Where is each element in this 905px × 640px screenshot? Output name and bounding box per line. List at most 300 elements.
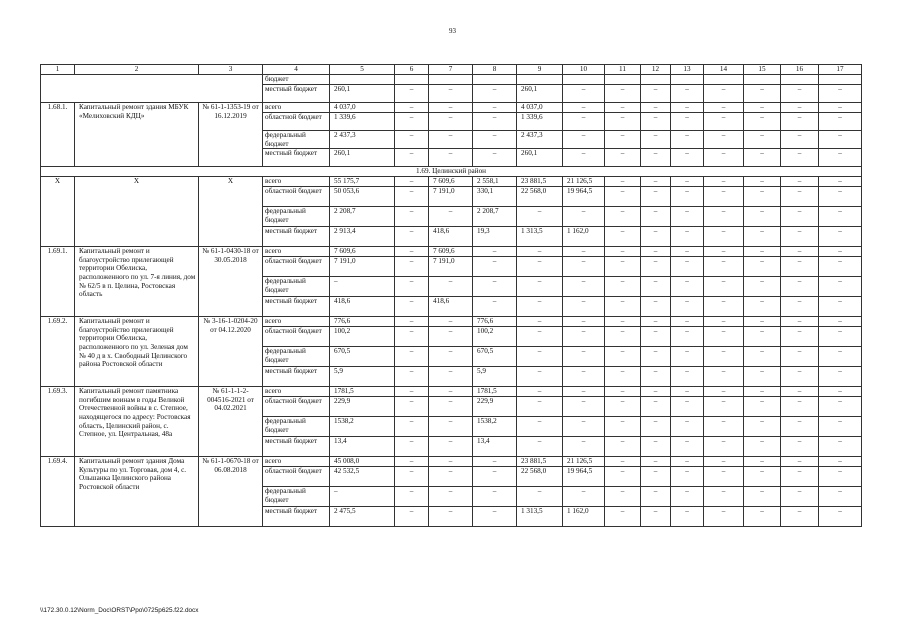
column-number: 5: [330, 65, 395, 75]
amount-cell: –: [781, 131, 819, 149]
empty-cell: [819, 75, 862, 85]
amount-cell: –: [330, 277, 395, 297]
amount-cell: –: [563, 277, 605, 297]
amount-cell: –: [429, 437, 473, 457]
amount-cell: –: [819, 347, 862, 367]
budget-type: бюджет: [263, 75, 330, 85]
amount-cell: 22 568,0: [517, 467, 563, 487]
amount-cell: 1781,5: [473, 387, 517, 397]
amount-cell: 19 964,5: [563, 467, 605, 487]
amount-cell: –: [605, 467, 641, 487]
amount-cell: –: [395, 277, 429, 297]
column-number: 4: [263, 65, 330, 75]
amount-cell: 4 037,0: [330, 103, 395, 113]
amount-cell: –: [671, 207, 704, 227]
budget-type: местный бюджет: [263, 367, 330, 387]
amount-cell: –: [563, 317, 605, 327]
amount-cell: –: [473, 277, 517, 297]
amount-cell: –: [395, 207, 429, 227]
amount-cell: –: [671, 177, 704, 187]
amount-cell: –: [781, 297, 819, 317]
amount-cell: 229,9: [330, 397, 395, 417]
amount-cell: –: [605, 417, 641, 437]
amount-cell: –: [517, 387, 563, 397]
column-number: 17: [819, 65, 862, 75]
empty-cell: [429, 75, 473, 85]
amount-cell: 21 126,5: [563, 177, 605, 187]
amount-cell: –: [429, 467, 473, 487]
table-row: [41, 247, 862, 257]
amount-cell: –: [704, 437, 744, 457]
amount-cell: –: [395, 467, 429, 487]
amount-cell: –: [704, 277, 744, 297]
column-number: 7: [429, 65, 473, 75]
amount-cell: –: [819, 397, 862, 417]
amount-cell: –: [671, 103, 704, 113]
amount-cell: –: [517, 487, 563, 507]
amount-cell: –: [641, 247, 671, 257]
amount-cell: –: [819, 85, 862, 103]
amount-cell: 2 558,1: [473, 177, 517, 187]
amount-cell: –: [819, 367, 862, 387]
amount-cell: –: [819, 467, 862, 487]
amount-cell: –: [671, 367, 704, 387]
document-ref: Х: [199, 177, 263, 247]
amount-cell: –: [781, 327, 819, 347]
amount-cell: –: [395, 177, 429, 187]
amount-cell: –: [671, 467, 704, 487]
amount-cell: 260,1: [330, 85, 395, 103]
amount-cell: –: [517, 277, 563, 297]
amount-cell: –: [704, 247, 744, 257]
column-number: 6: [395, 65, 429, 75]
amount-cell: 2 208,7: [473, 207, 517, 227]
amount-cell: 776,6: [330, 317, 395, 327]
amount-cell: –: [704, 417, 744, 437]
amount-cell: –: [781, 247, 819, 257]
amount-cell: –: [429, 277, 473, 297]
amount-cell: –: [473, 131, 517, 149]
amount-cell: 5,9: [473, 367, 517, 387]
object-name: Капитальный ремонт памятника погибшим воинам в годы Великой Отечественной войны в с. Степное, находящегося по адресу: Ростовская область, Целинский район, с. Степное, ул. Центральная, 48а: [75, 387, 199, 457]
amount-cell: –: [781, 85, 819, 103]
amount-cell: –: [704, 347, 744, 367]
amount-cell: –: [605, 177, 641, 187]
amount-cell: –: [744, 187, 781, 207]
empty-cell: [517, 75, 563, 85]
amount-cell: 418,6: [429, 297, 473, 317]
amount-cell: –: [641, 367, 671, 387]
budget-type: местный бюджет: [263, 85, 330, 103]
amount-cell: –: [395, 113, 429, 131]
amount-cell: –: [744, 387, 781, 397]
amount-cell: 1 313,5: [517, 507, 563, 527]
budget-type: местный бюджет: [263, 297, 330, 317]
amount-cell: 1538,2: [330, 417, 395, 437]
budget-type: всего: [263, 317, 330, 327]
amount-cell: –: [429, 347, 473, 367]
budget-type: всего: [263, 247, 330, 257]
amount-cell: –: [605, 113, 641, 131]
amount-cell: 22 568,0: [517, 187, 563, 207]
amount-cell: –: [473, 297, 517, 317]
amount-cell: –: [395, 417, 429, 437]
amount-cell: –: [641, 437, 671, 457]
amount-cell: –: [473, 149, 517, 167]
amount-cell: –: [641, 177, 671, 187]
amount-cell: –: [641, 467, 671, 487]
amount-cell: –: [517, 317, 563, 327]
amount-cell: 2 208,7: [330, 207, 395, 227]
amount-cell: –: [781, 507, 819, 527]
amount-cell: –: [744, 317, 781, 327]
amount-cell: –: [704, 131, 744, 149]
amount-cell: 1 162,0: [563, 507, 605, 527]
amount-cell: –: [641, 417, 671, 437]
amount-cell: –: [395, 317, 429, 327]
amount-cell: –: [605, 367, 641, 387]
amount-cell: 670,5: [473, 347, 517, 367]
amount-cell: –: [517, 207, 563, 227]
amount-cell: –: [641, 297, 671, 317]
empty-cell: [473, 75, 517, 85]
amount-cell: –: [563, 297, 605, 317]
budget-type: местный бюджет: [263, 227, 330, 247]
object-name: Х: [75, 177, 199, 247]
amount-cell: –: [704, 85, 744, 103]
amount-cell: –: [819, 387, 862, 397]
amount-cell: 260,1: [330, 149, 395, 167]
amount-cell: 7 191,0: [330, 257, 395, 277]
object-name: Капитальный ремонт и благоустройство прилегающей территории Обелиска, расположенного по ул. 7-я линия, дом № 62/5 в п. Целина, Ростовская область: [75, 247, 199, 317]
amount-cell: –: [704, 327, 744, 347]
amount-cell: 5,9: [330, 367, 395, 387]
amount-cell: –: [429, 487, 473, 507]
amount-cell: 100,2: [330, 327, 395, 347]
amount-cell: –: [744, 103, 781, 113]
amount-cell: –: [641, 113, 671, 131]
empty-cell: [744, 75, 781, 85]
amount-cell: –: [781, 257, 819, 277]
empty-cell: [641, 75, 671, 85]
amount-cell: –: [671, 317, 704, 327]
amount-cell: –: [563, 437, 605, 457]
amount-cell: –: [605, 277, 641, 297]
amount-cell: 13,4: [473, 437, 517, 457]
amount-cell: –: [671, 131, 704, 149]
amount-cell: 42 532,5: [330, 467, 395, 487]
amount-cell: –: [671, 257, 704, 277]
amount-cell: 1 162,0: [563, 227, 605, 247]
amount-cell: –: [819, 257, 862, 277]
column-number: 14: [704, 65, 744, 75]
amount-cell: –: [744, 85, 781, 103]
amount-cell: –: [819, 297, 862, 317]
amount-cell: 2 913,4: [330, 227, 395, 247]
amount-cell: –: [641, 457, 671, 467]
amount-cell: –: [473, 103, 517, 113]
amount-cell: –: [704, 487, 744, 507]
amount-cell: –: [429, 417, 473, 437]
amount-cell: –: [473, 507, 517, 527]
empty-cell: [781, 75, 819, 85]
amount-cell: –: [671, 347, 704, 367]
amount-cell: –: [641, 387, 671, 397]
amount-cell: –: [704, 297, 744, 317]
amount-cell: –: [641, 187, 671, 207]
amount-cell: –: [704, 207, 744, 227]
empty-cell: [563, 75, 605, 85]
amount-cell: –: [671, 227, 704, 247]
amount-cell: –: [641, 131, 671, 149]
document-ref: № 61-1-0670-18 от 06.08.2018: [199, 457, 263, 527]
amount-cell: –: [395, 347, 429, 367]
amount-cell: –: [605, 317, 641, 327]
amount-cell: –: [429, 85, 473, 103]
amount-cell: –: [395, 85, 429, 103]
amount-cell: –: [819, 277, 862, 297]
table-row: [41, 457, 862, 467]
amount-cell: 23 881,5: [517, 177, 563, 187]
budget-type: областной бюджет: [263, 257, 330, 277]
amount-cell: –: [605, 85, 641, 103]
table-row: [41, 317, 862, 327]
amount-cell: –: [429, 387, 473, 397]
amount-cell: –: [781, 467, 819, 487]
amount-cell: –: [563, 347, 605, 367]
budget-type: областной бюджет: [263, 467, 330, 487]
amount-cell: –: [781, 277, 819, 297]
item-number: 1.69.3.: [41, 387, 75, 457]
amount-cell: 260,1: [517, 85, 563, 103]
amount-cell: 2 475,5: [330, 507, 395, 527]
amount-cell: –: [671, 487, 704, 507]
amount-cell: –: [395, 149, 429, 167]
section-title: 1.69. Целинский район: [41, 167, 862, 177]
amount-cell: –: [641, 257, 671, 277]
amount-cell: –: [744, 397, 781, 417]
amount-cell: –: [704, 187, 744, 207]
amount-cell: –: [781, 103, 819, 113]
column-header-row: [41, 65, 862, 75]
amount-cell: –: [563, 131, 605, 149]
amount-cell: –: [641, 277, 671, 297]
amount-cell: –: [671, 327, 704, 347]
item-number: 1.68.1.: [41, 103, 75, 167]
amount-cell: –: [395, 103, 429, 113]
amount-cell: –: [781, 417, 819, 437]
amount-cell: 21 126,5: [563, 457, 605, 467]
amount-cell: –: [429, 207, 473, 227]
amount-cell: –: [781, 227, 819, 247]
amount-cell: –: [429, 317, 473, 327]
amount-cell: –: [563, 487, 605, 507]
amount-cell: –: [819, 417, 862, 437]
amount-cell: –: [517, 417, 563, 437]
amount-cell: 7 609,6: [429, 247, 473, 257]
section-header-row: [41, 167, 862, 177]
amount-cell: –: [704, 367, 744, 387]
amount-cell: –: [819, 317, 862, 327]
amount-cell: 1 313,5: [517, 227, 563, 247]
budget-type: всего: [263, 177, 330, 187]
amount-cell: –: [641, 149, 671, 167]
amount-cell: –: [819, 457, 862, 467]
table-row: [41, 387, 862, 397]
amount-cell: –: [605, 327, 641, 347]
empty-cell: [605, 75, 641, 85]
budget-type: федеральный бюджет: [263, 417, 330, 437]
amount-cell: –: [395, 187, 429, 207]
page-number: 93: [449, 27, 456, 35]
amount-cell: –: [473, 247, 517, 257]
amount-cell: –: [563, 103, 605, 113]
table-row: [41, 177, 862, 187]
amount-cell: –: [641, 85, 671, 103]
document-ref: № 3-16-1-0204-20 от 04.12.2020: [199, 317, 263, 387]
budget-type: областной бюджет: [263, 327, 330, 347]
amount-cell: –: [517, 297, 563, 317]
amount-cell: –: [819, 177, 862, 187]
amount-cell: –: [395, 257, 429, 277]
column-number: 16: [781, 65, 819, 75]
amount-cell: –: [781, 347, 819, 367]
amount-cell: –: [819, 207, 862, 227]
amount-cell: 4 037,0: [517, 103, 563, 113]
amount-cell: –: [641, 397, 671, 417]
amount-cell: –: [744, 257, 781, 277]
object-name: Капитальный ремонт здания Дома Культуры по ул. Торговая, дом 4, с. Ольшанка Целинского района Ростовской области: [75, 457, 199, 527]
amount-cell: –: [781, 207, 819, 227]
column-number: 10: [563, 65, 605, 75]
amount-cell: –: [781, 113, 819, 131]
amount-cell: –: [395, 397, 429, 417]
amount-cell: –: [517, 257, 563, 277]
document-ref: № 61-1-1353-19 от 16.12.2019: [199, 103, 263, 167]
amount-cell: –: [605, 387, 641, 397]
amount-cell: –: [429, 507, 473, 527]
amount-cell: 670,5: [330, 347, 395, 367]
column-number: 1: [41, 65, 75, 75]
column-number: 8: [473, 65, 517, 75]
amount-cell: –: [395, 131, 429, 149]
amount-cell: –: [819, 437, 862, 457]
amount-cell: –: [395, 437, 429, 457]
amount-cell: –: [563, 257, 605, 277]
column-number: 13: [671, 65, 704, 75]
amount-cell: 1538,2: [473, 417, 517, 437]
amount-cell: –: [781, 457, 819, 467]
amount-cell: 100,2: [473, 327, 517, 347]
amount-cell: –: [671, 297, 704, 317]
column-number: 9: [517, 65, 563, 75]
empty-cell: [330, 75, 395, 85]
amount-cell: –: [671, 397, 704, 417]
amount-cell: –: [605, 207, 641, 227]
amount-cell: –: [429, 397, 473, 417]
amount-cell: –: [517, 327, 563, 347]
amount-cell: –: [395, 247, 429, 257]
amount-cell: –: [605, 437, 641, 457]
amount-cell: –: [704, 113, 744, 131]
amount-cell: 19,3: [473, 227, 517, 247]
amount-cell: 776,6: [473, 317, 517, 327]
amount-cell: –: [744, 457, 781, 467]
column-number: 15: [744, 65, 781, 75]
amount-cell: –: [671, 113, 704, 131]
amount-cell: –: [781, 387, 819, 397]
amount-cell: –: [819, 187, 862, 207]
budget-type: областной бюджет: [263, 397, 330, 417]
column-number: 12: [641, 65, 671, 75]
amount-cell: –: [429, 457, 473, 467]
budget-type: всего: [263, 387, 330, 397]
amount-cell: 229,9: [473, 397, 517, 417]
amount-cell: –: [744, 227, 781, 247]
amount-cell: –: [704, 507, 744, 527]
empty-cell: [41, 75, 263, 103]
amount-cell: –: [704, 457, 744, 467]
amount-cell: –: [473, 85, 517, 103]
amount-cell: –: [605, 247, 641, 257]
amount-cell: –: [704, 387, 744, 397]
amount-cell: –: [605, 297, 641, 317]
amount-cell: –: [781, 437, 819, 457]
amount-cell: –: [819, 131, 862, 149]
amount-cell: –: [429, 367, 473, 387]
amount-cell: –: [563, 397, 605, 417]
amount-cell: –: [781, 187, 819, 207]
amount-cell: –: [781, 367, 819, 387]
amount-cell: –: [671, 149, 704, 167]
amount-cell: –: [704, 467, 744, 487]
amount-cell: –: [671, 387, 704, 397]
amount-cell: –: [473, 457, 517, 467]
budget-table: [40, 64, 862, 527]
amount-cell: –: [641, 317, 671, 327]
amount-cell: –: [641, 207, 671, 227]
budget-type: областной бюджет: [263, 187, 330, 207]
budget-type: всего: [263, 103, 330, 113]
amount-cell: –: [744, 437, 781, 457]
amount-cell: –: [819, 103, 862, 113]
amount-cell: –: [473, 113, 517, 131]
budget-type: федеральный бюджет: [263, 487, 330, 507]
amount-cell: –: [819, 507, 862, 527]
amount-cell: –: [744, 207, 781, 227]
amount-cell: 50 053,6: [330, 187, 395, 207]
amount-cell: –: [563, 367, 605, 387]
amount-cell: –: [395, 487, 429, 507]
item-number: 1.69.4.: [41, 457, 75, 527]
budget-type: местный бюджет: [263, 149, 330, 167]
amount-cell: –: [744, 487, 781, 507]
amount-cell: 418,6: [429, 227, 473, 247]
table-row: [41, 75, 862, 85]
amount-cell: –: [704, 177, 744, 187]
amount-cell: –: [744, 247, 781, 257]
amount-cell: –: [819, 327, 862, 347]
amount-cell: 23 881,5: [517, 457, 563, 467]
budget-type: местный бюджет: [263, 507, 330, 527]
amount-cell: –: [473, 467, 517, 487]
amount-cell: –: [744, 277, 781, 297]
amount-cell: –: [429, 149, 473, 167]
amount-cell: –: [517, 437, 563, 457]
amount-cell: –: [473, 257, 517, 277]
amount-cell: 1 339,6: [330, 113, 395, 131]
amount-cell: –: [671, 187, 704, 207]
